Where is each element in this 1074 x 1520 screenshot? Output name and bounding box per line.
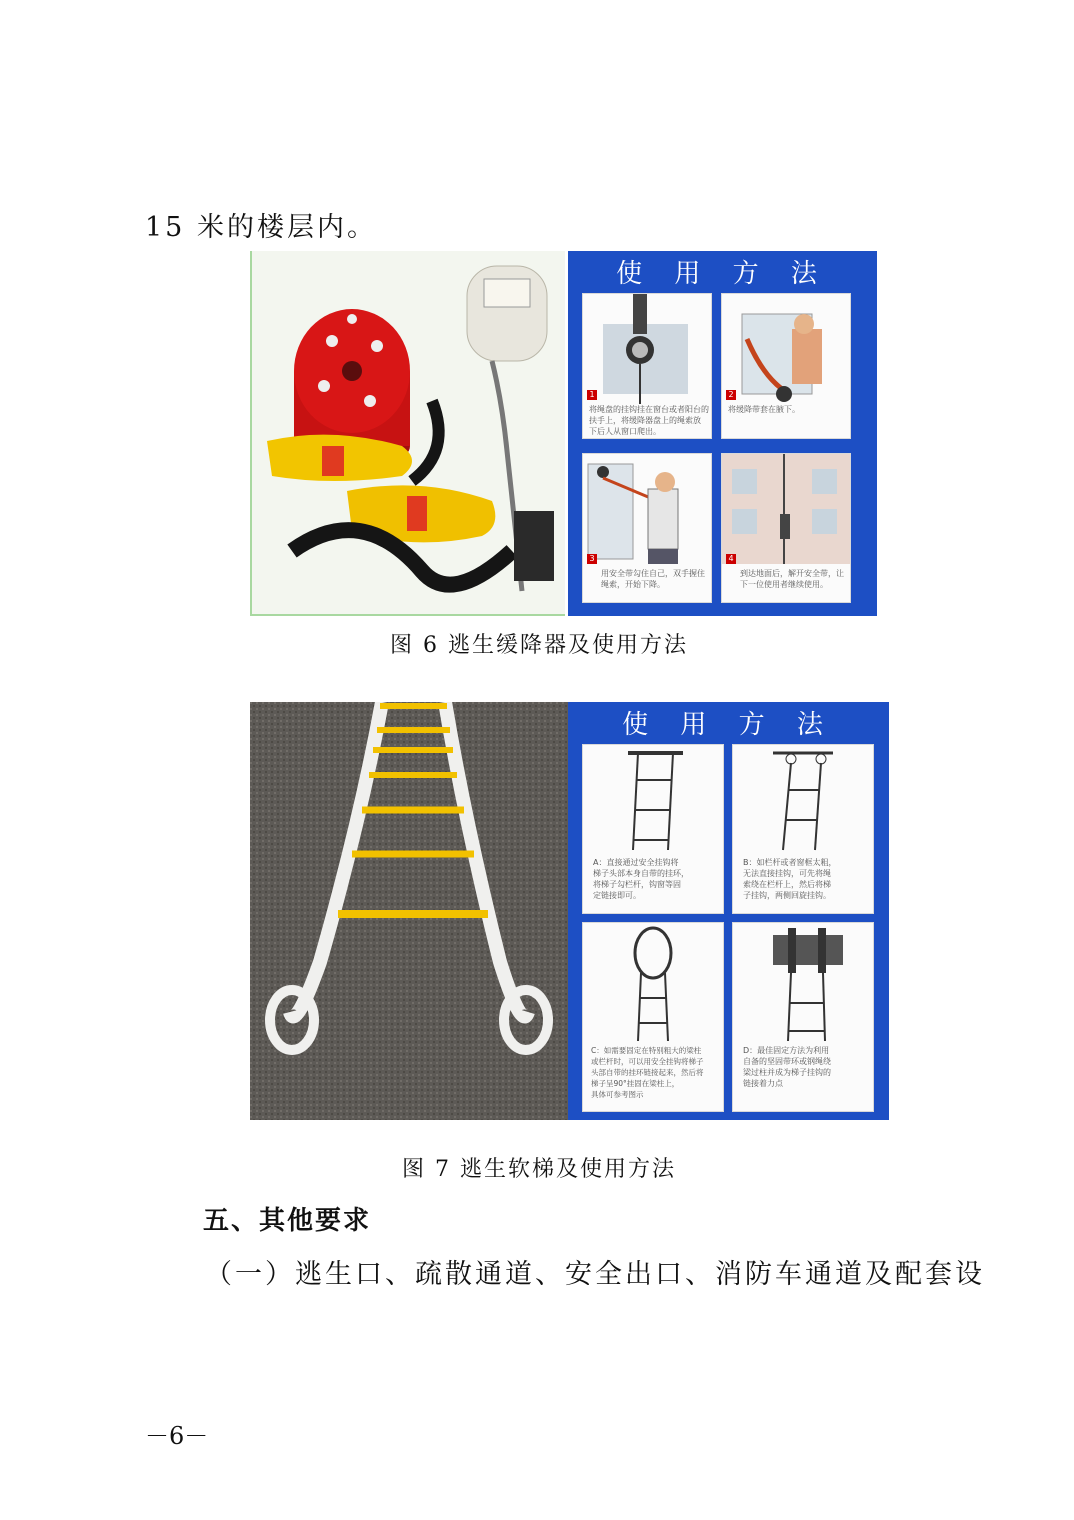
usage-step-text: C：如需要固定在特别粗大的梁柱 或栏杆时，可以用安全挂钩将梯子 头部自带的挂环链接起来，然后将 梯子呈90°挂固在梁柱上， 具体可参考图示 [591,1046,704,1099]
usage-step-card [721,293,851,439]
figure-7-caption: 图 7 逃生软梯及使用方法 [402,1157,676,1182]
usage-step-card [582,744,724,914]
usage-step-text: B：如栏杆或者窗框太粗， 无法直接挂钩，可先将绳 索绕在栏杆上，然后将梯 子挂钩，两侧回旋挂钩。 [743,858,837,900]
panel-title: 使 用 方 法 [622,710,835,740]
usage-step-card [721,453,851,603]
usage-step-text: 到达地面后，解开安全带，让 下一位使用者继续使用。 [740,569,844,589]
usage-step-text: 将缓降带套在腋下。 [728,405,800,414]
panel-title: 使 用 方 法 [616,259,829,289]
figure-6-caption: 图 6 逃生缓降器及使用方法 [390,633,688,658]
step-number-badge: 4 [726,554,736,564]
ladder-usage-panel [568,702,889,1120]
descent-usage-panel [568,251,877,616]
paragraph-top: 15 米的楼层内。 [145,212,377,243]
descent-device-photo [250,251,565,616]
usage-step-card [732,744,874,914]
usage-step-text: 将绳盘的挂钩挂在窗台或者阳台的 扶手上，将缓降器盘上的绳索放 下后人从窗口爬出。 [589,405,709,436]
usage-step-text: D：最佳固定方法为利用 自备的坚固带环或钢绳绕 梁过柱并成为梯子挂钩的 链接着力点 [743,1046,831,1088]
step-number-badge: 3 [587,554,597,564]
usage-step-card [582,453,712,603]
usage-step-text: A：直接通过安全挂钩将 梯子头部本身自带的挂环， 将梯子勾栏杆，钩窗等固 定链接即可。 [593,858,689,900]
figure-6 [250,251,877,616]
rope-ladder-photo [250,702,568,1120]
usage-step-card [732,922,874,1112]
page-number: －6－ [145,1422,209,1450]
usage-step-card [582,922,724,1112]
step-number-badge: 2 [726,390,736,400]
paragraph-bottom: （一）逃生口、疏散通道、安全出口、消防车通道及配套设 [205,1259,985,1290]
figure-7 [250,702,889,1120]
section-heading: 五、其他要求 [203,1206,372,1236]
usage-step-text: 用安全带勾住自己，双手握住 绳索，开始下降。 [601,569,705,589]
step-number-badge: 1 [587,390,597,400]
usage-step-card [582,293,712,439]
